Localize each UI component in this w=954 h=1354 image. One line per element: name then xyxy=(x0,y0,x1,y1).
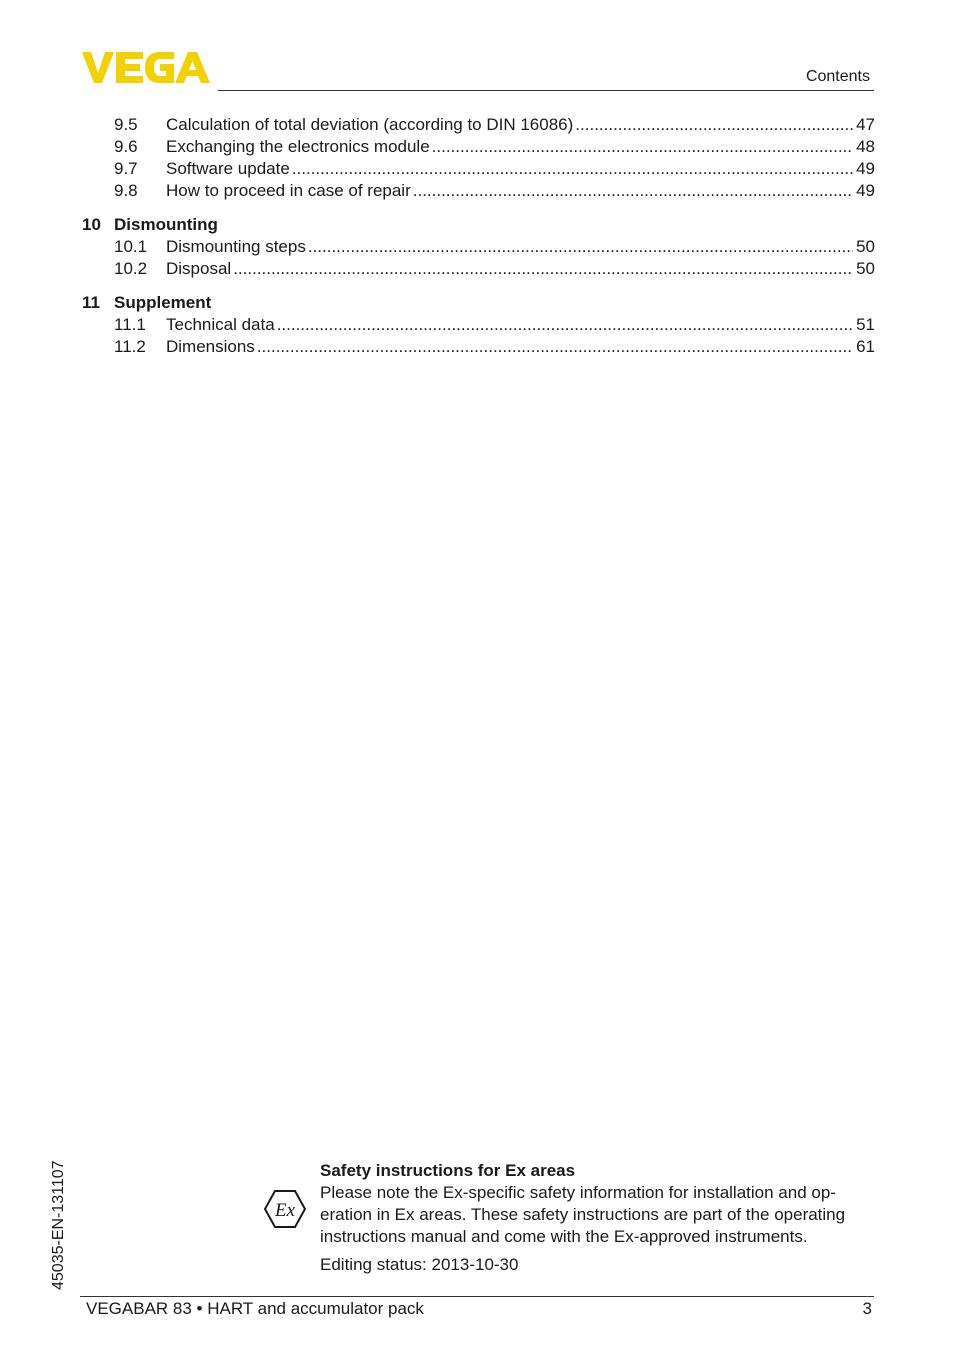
toc-entry-title: Calculation of total deviation (according to DIN 16086) xyxy=(166,115,574,134)
toc-section-number: 11 xyxy=(82,293,100,312)
toc-entry-title: Dismounting steps xyxy=(166,237,306,256)
toc-entry-page: 61 xyxy=(856,337,875,356)
svg-text:Ex: Ex xyxy=(274,1200,296,1221)
toc-entry[interactable] xyxy=(82,136,875,158)
document-code: 45035-EN-131107 xyxy=(50,1160,67,1290)
header-divider xyxy=(218,90,874,91)
toc-entry-number: 11.1 xyxy=(114,315,146,334)
dot-leader xyxy=(257,336,853,358)
table-of-contents xyxy=(82,114,875,358)
toc-entry-page: 47 xyxy=(856,115,875,134)
toc-entry-number: 9.5 xyxy=(114,115,138,134)
toc-entry[interactable] xyxy=(82,236,875,258)
page-number: 3 xyxy=(862,1299,872,1318)
ex-protection-icon xyxy=(264,1190,306,1228)
safety-body-line: Please note the Ex-specific safety information for installation and op- xyxy=(320,1183,836,1202)
toc-entry[interactable] xyxy=(82,336,875,358)
toc-entry-page: 51 xyxy=(856,315,875,334)
vega-logo xyxy=(82,52,212,84)
toc-entry[interactable] xyxy=(82,114,875,136)
toc-entry-title: How to proceed in case of repair xyxy=(166,181,411,200)
safety-body-line: eration in Ex areas. These safety instructions are part of the operating xyxy=(320,1205,846,1224)
dot-leader xyxy=(413,180,853,202)
toc-entry-title: Technical data xyxy=(166,315,275,334)
toc-entry-title: Software update xyxy=(166,159,290,178)
toc-entry-number: 10.1 xyxy=(114,237,148,256)
dot-leader xyxy=(308,236,853,258)
safety-body-line: instructions manual and come with the Ex-approved instruments. xyxy=(320,1227,808,1246)
dot-leader xyxy=(432,136,853,158)
toc-section-title: Supplement xyxy=(114,293,212,312)
safety-notice xyxy=(320,1160,880,1276)
editing-status: Editing status: 2013-10-30 xyxy=(320,1255,519,1274)
toc-entry[interactable] xyxy=(82,158,875,180)
safety-heading: Safety instructions for Ex areas xyxy=(320,1161,576,1180)
toc-entry-number: 9.8 xyxy=(114,181,138,200)
toc-entry-title: Dimensions xyxy=(166,337,255,356)
toc-entry-page: 50 xyxy=(856,259,875,278)
toc-entry-number: 10.2 xyxy=(114,259,148,278)
toc-entry-page: 49 xyxy=(856,181,875,200)
toc-section-heading[interactable] xyxy=(82,214,875,236)
footer-document-title: VEGABAR 83 • HART and accumulator pack xyxy=(86,1299,424,1318)
toc-entry-title: Disposal xyxy=(166,259,232,278)
toc-entry-number: 9.7 xyxy=(114,159,138,178)
header-section-label: Contents xyxy=(805,68,870,85)
toc-entry[interactable] xyxy=(82,258,875,280)
toc-entry-page: 50 xyxy=(856,237,875,256)
dot-leader xyxy=(292,158,853,180)
dot-leader xyxy=(575,114,853,136)
toc-entry-page: 48 xyxy=(856,137,875,156)
toc-section-title: Dismounting xyxy=(114,215,218,234)
dot-leader xyxy=(277,314,853,336)
toc-section-number: 10 xyxy=(82,215,101,234)
toc-entry-number: 11.2 xyxy=(114,337,146,356)
toc-entry[interactable] xyxy=(82,180,875,202)
toc-entry-title: Exchanging the electronics module xyxy=(166,137,430,156)
dot-leader xyxy=(233,258,853,280)
toc-section-heading[interactable] xyxy=(82,292,875,314)
toc-entry[interactable] xyxy=(82,314,875,336)
toc-entry-number: 9.6 xyxy=(114,137,138,156)
toc-entry-page: 49 xyxy=(856,159,875,178)
footer-divider xyxy=(80,1296,874,1297)
